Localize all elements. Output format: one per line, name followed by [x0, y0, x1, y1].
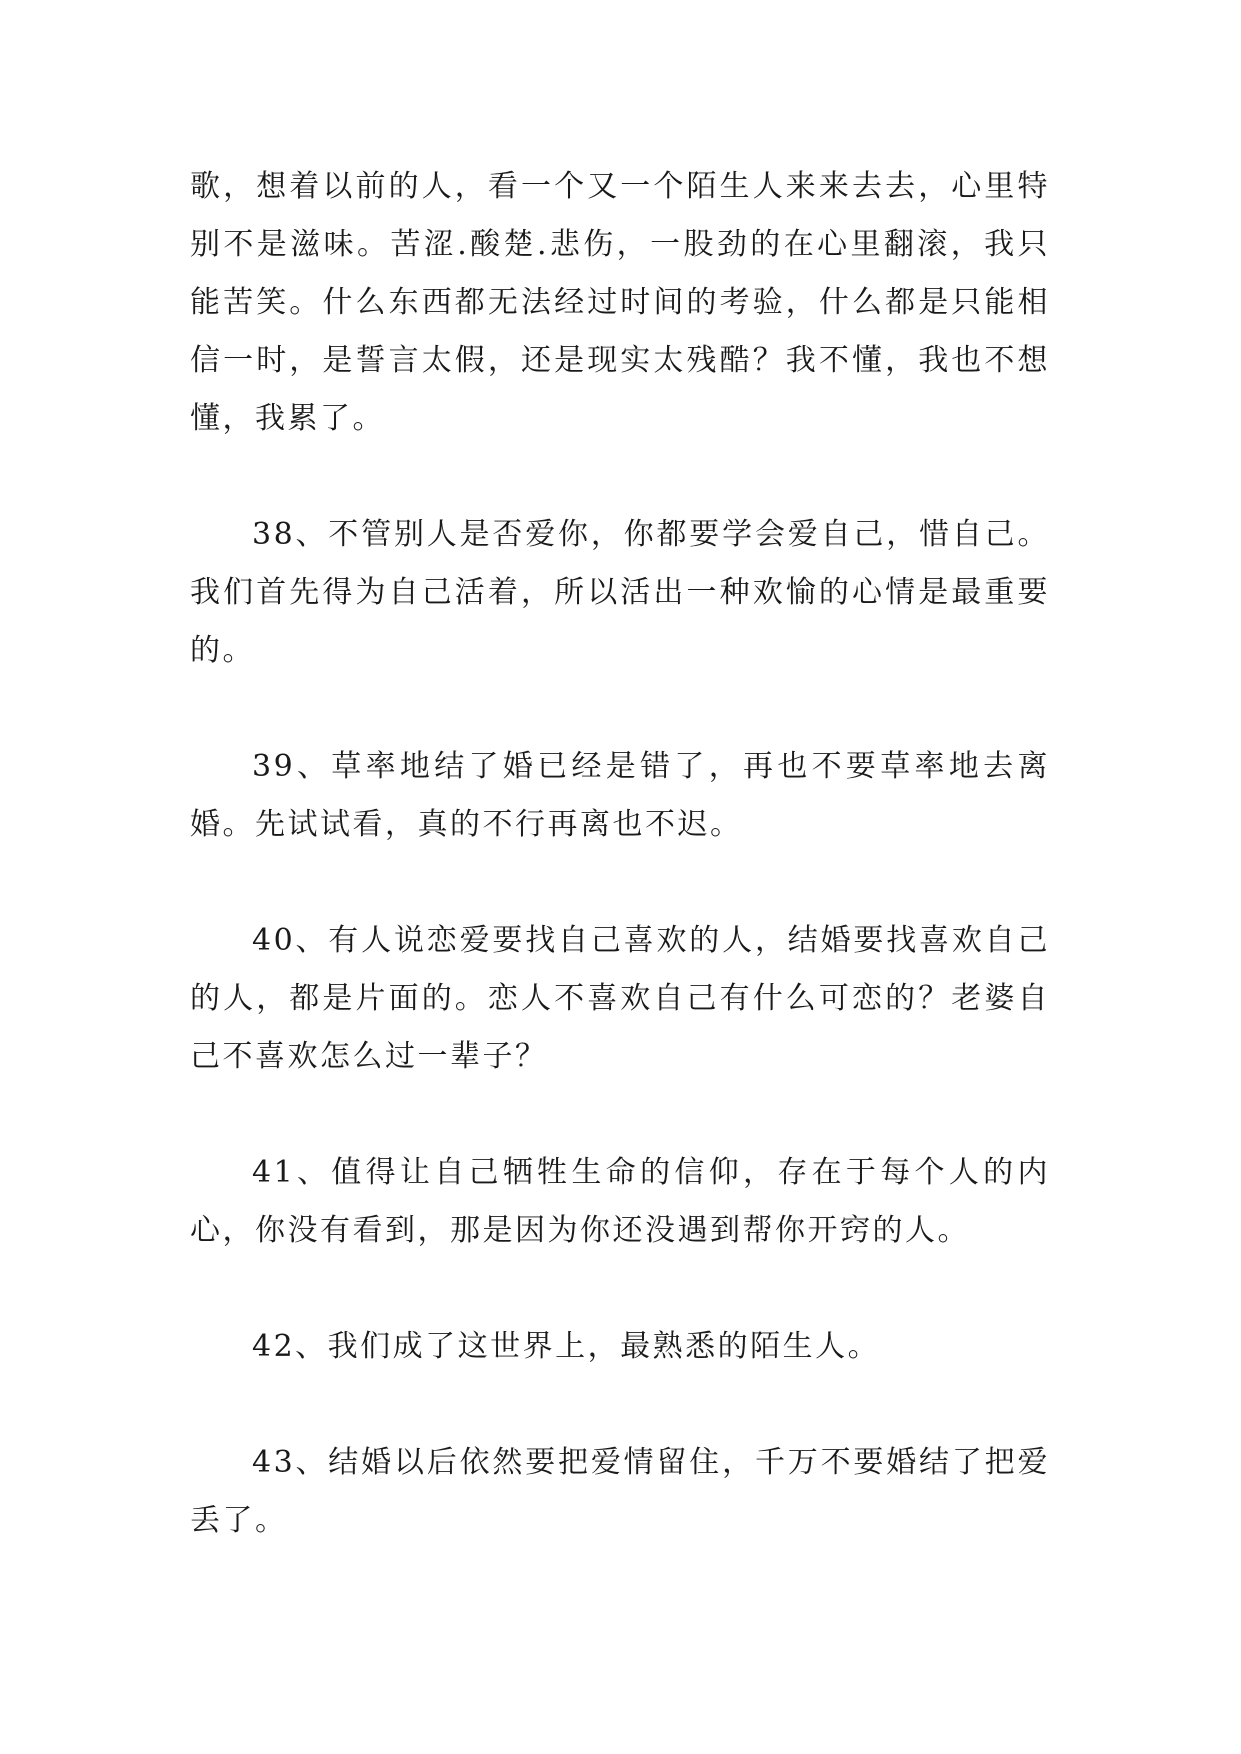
paragraph-41: 41、值得让自己牺牲生命的信仰，存在于每个人的内心，你没有看到，那是因为你还没遇到帮你开窍的人。	[190, 1155, 1050, 1248]
paragraph-43: 43、结婚以后依然要把爱情留住，千万不要婚结了把爱丢了。	[190, 1445, 1050, 1538]
paragraph-gap	[190, 1260, 1050, 1318]
paragraph-38: 38、不管别人是否爱你，你都要学会爱自己，惜自己。我们首先得为自己活着，所以活出一种欢愉的心情是最重要的。	[190, 517, 1050, 668]
paragraph-40: 40、有人说恋爱要找自己喜欢的人，结婚要找喜欢自己的人，都是片面的。恋人不喜欢自己有什么可恋的？老婆自己不喜欢怎么过一辈子？	[190, 923, 1050, 1074]
document-body	[190, 158, 1050, 1550]
paragraph-continuation: 歌，想着以前的人，看一个又一个陌生人来来去去，心里特别不是滋味。苦涩.酸楚.悲伤，一股劲的在心里翻滚，我只能苦笑。什么东西都无法经过时间的考验，什么都是只能相信一时，是誓言太假，还是现实太残酷？我不懂，我也不想懂，我累了。	[190, 169, 1050, 436]
paragraph-gap	[190, 680, 1050, 738]
paragraph-42: 42、我们成了这世界上，最熟悉的陌生人。	[252, 1329, 881, 1364]
paragraph-gap	[190, 1376, 1050, 1434]
paragraph-39: 39、草率地结了婚已经是错了，再也不要草率地去离婚。先试试看，真的不行再离也不迟。	[190, 749, 1050, 842]
paragraph-gap	[190, 448, 1050, 506]
paragraph-gap	[190, 1086, 1050, 1144]
paragraph-gap	[190, 854, 1050, 912]
